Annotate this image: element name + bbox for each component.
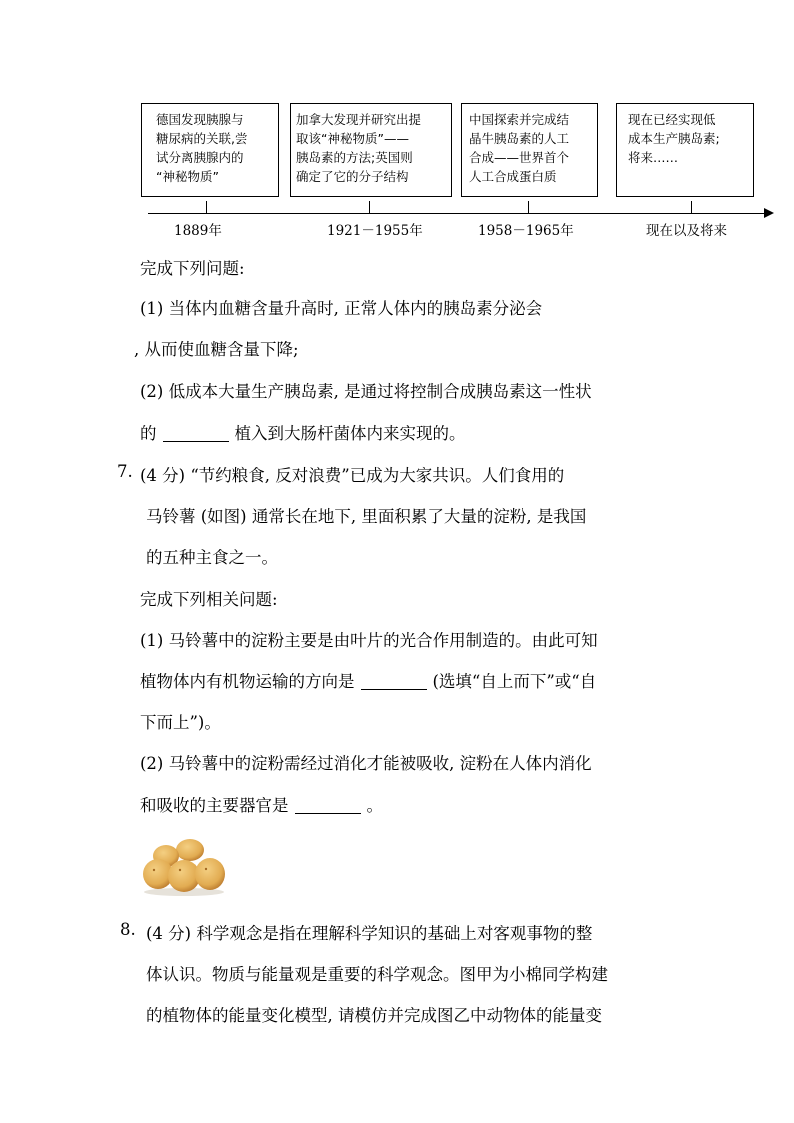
q7-stem-line1: (4 分) “节约粮食, 反对浪费”已成为大家共识。人们食用的	[140, 466, 565, 485]
q7-part1-line1: (1) 马铃薯中的淀粉主要是由叶片的光合作用制造的。由此可知	[140, 631, 598, 650]
q7-number: 7.	[117, 462, 133, 481]
q6-intro: 完成下列问题:	[140, 259, 245, 278]
q7-answer-blank-1[interactable]	[361, 673, 427, 691]
q7-part1-line3: 下而上”)。	[140, 713, 221, 732]
q8-stem-line2: 体认识。物质与能量观是重要的科学观念。图甲为小棉同学构建	[146, 965, 608, 984]
q6-part2-text-b: 植入到大肠杆菌体内来实现的。	[234, 424, 466, 443]
timeline-tick	[691, 201, 692, 213]
q8-number: 8.	[120, 920, 136, 939]
potato-image	[140, 834, 230, 896]
q7-part1-text-a: 植物体内有机物运输的方向是	[140, 672, 355, 691]
q6-part2-line1: (2) 低成本大量生产胰岛素, 是通过将控制合成胰岛素这一性状	[140, 382, 592, 401]
q7-part2-line2	[140, 792, 383, 816]
timeline-box-future: 现在已经实现低 成本生产胰岛素; 将来……	[616, 103, 754, 197]
q7-answer-blank-2[interactable]	[295, 797, 361, 815]
timeline-tick	[528, 201, 529, 213]
q8-stem-line1: (4 分) 科学观念是指在理解科学知识的基础上对客观事物的整	[146, 924, 593, 943]
timeline-axis	[148, 213, 768, 214]
timeline-label-1889: 1889年	[174, 223, 222, 239]
timeline-box-1889: 德国发现胰腺与 糖尿病的关联,尝 试分离胰腺内的 “神秘物质”	[141, 103, 279, 197]
q7-part2-text-b: 。	[366, 796, 383, 815]
timeline-label-1958: 1958－1965年	[478, 223, 574, 239]
q7-part2-text-a: 和吸收的主要器官是	[140, 796, 289, 815]
timeline-label-future: 现在以及将来	[646, 223, 727, 239]
potato-icon	[140, 834, 230, 896]
q7-stem-line2: 马铃薯 (如图) 通常长在地下, 里面积累了大量的淀粉, 是我国	[146, 507, 587, 526]
timeline-arrow-icon	[764, 208, 774, 218]
q7-part1-line2	[140, 668, 596, 692]
q7-intro: 完成下列相关问题:	[140, 590, 278, 609]
q6-answer-blank[interactable]	[163, 425, 229, 443]
q6-part1-line1: (1) 当体内血糖含量升高时, 正常人体内的胰岛素分泌会	[140, 299, 543, 318]
q7-stem-line3: 的五种主食之一。	[146, 548, 278, 567]
q6-part2-line2	[140, 420, 466, 444]
q7-part1-text-b: (选填“自上而下”或“自	[432, 672, 597, 691]
q6-part2-text-a: 的	[140, 424, 157, 443]
timeline-box-1921: 加拿大发现并研究出提 取该“神秘物质”—— 胰岛素的方法;英国则 确定了它的分子结构	[290, 103, 452, 197]
q6-part1-line2: , 从而使血糖含量下降;	[134, 340, 299, 359]
timeline-label-1921: 1921－1955年	[327, 223, 423, 239]
timeline-box-1958: 中国探索并完成结 晶牛胰岛素的人工 合成——世界首个 人工合成蛋白质	[461, 103, 598, 197]
timeline-tick	[369, 201, 370, 213]
timeline-tick	[206, 201, 207, 213]
q7-part2-line1: (2) 马铃薯中的淀粉需经过消化才能被吸收, 淀粉在人体内消化	[140, 754, 592, 773]
q8-stem-line3: 的植物体的能量变化模型, 请模仿并完成图乙中动物体的能量变	[146, 1006, 602, 1025]
